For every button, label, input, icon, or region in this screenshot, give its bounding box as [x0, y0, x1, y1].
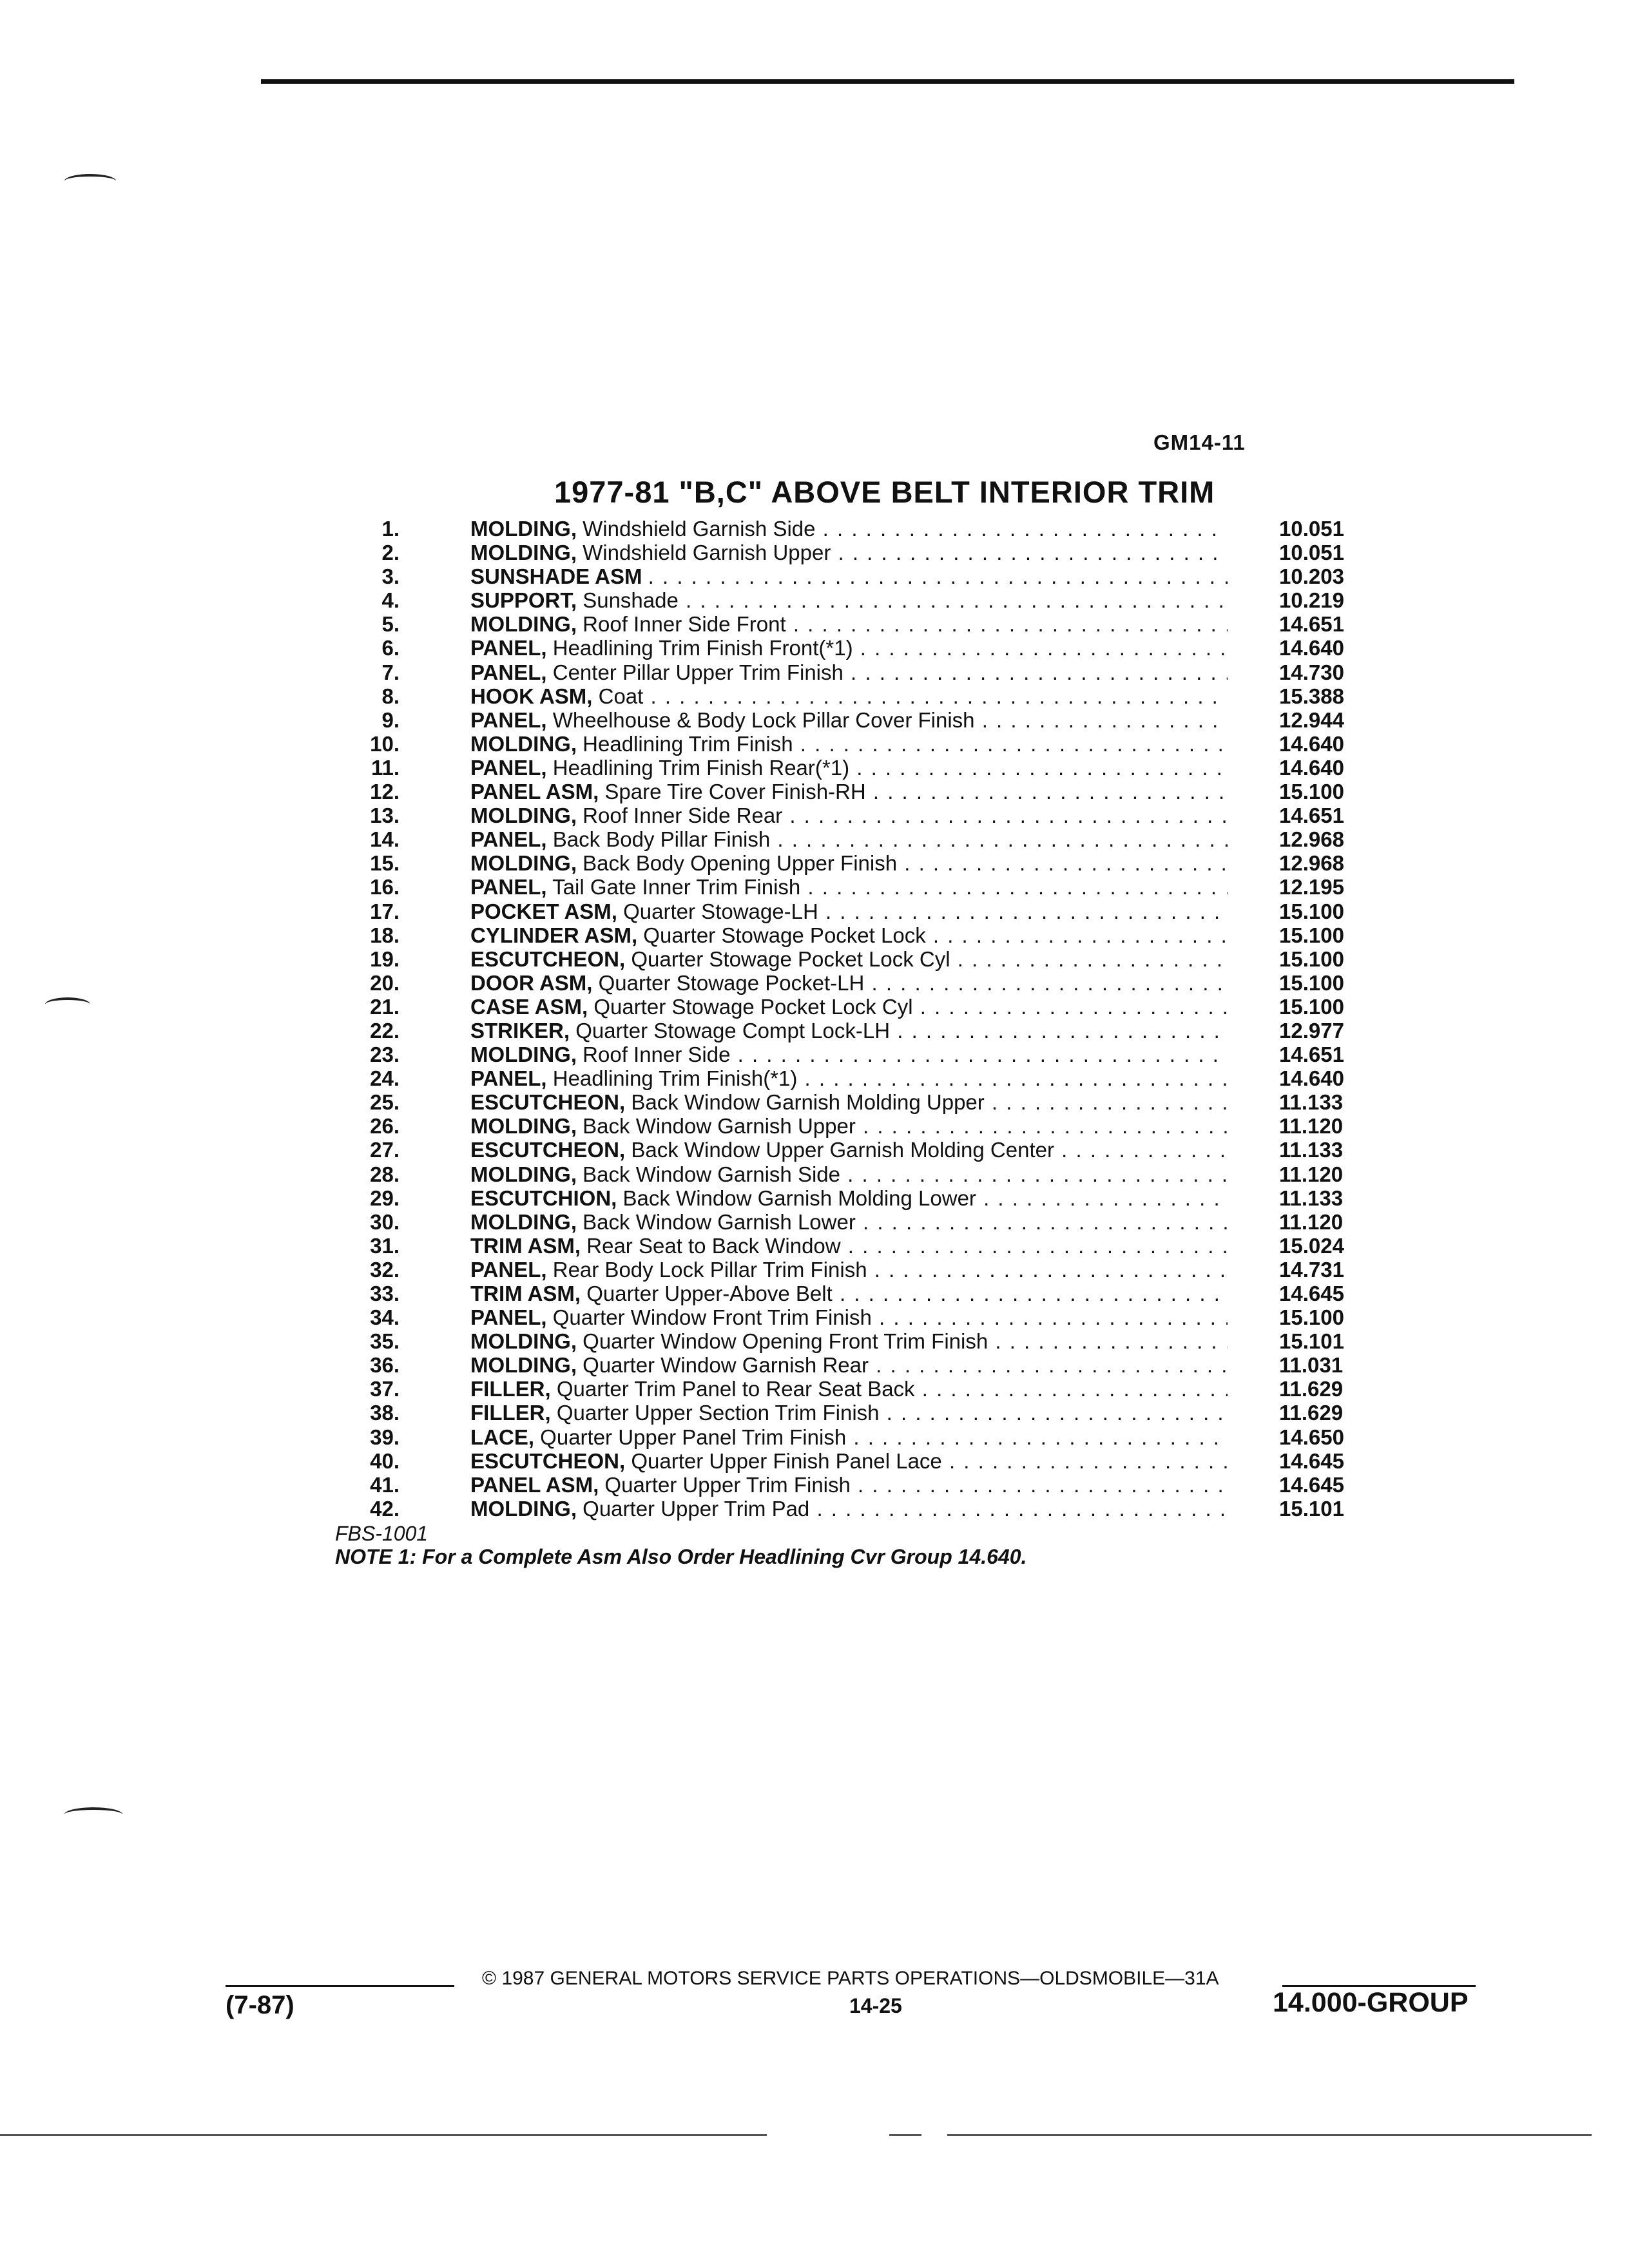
part-number: 36.: [370, 1353, 400, 1378]
part-number: 7.: [381, 660, 400, 684]
part-keyword: MOLDING,: [470, 1496, 577, 1521]
part-description: [470, 947, 1228, 971]
part-row: [335, 1043, 1379, 1066]
part-detail: Rear Body Lock Pillar Trim Finish . . .: [553, 1258, 1228, 1282]
group-number: 11.120: [1279, 1162, 1344, 1186]
part-row: [335, 899, 1379, 923]
part-row: [335, 851, 1379, 875]
part-number: 16.: [370, 875, 400, 899]
part-number: 2.: [381, 541, 400, 565]
part-number: 37.: [370, 1377, 400, 1401]
scan-mark: [64, 1807, 122, 1821]
part-number: 5.: [381, 612, 400, 637]
footer-rule-left: [226, 1985, 454, 1987]
part-detail: Back Window Garnish Lower . . .: [583, 1210, 1228, 1234]
part-description: [470, 1258, 1228, 1282]
part-row: [335, 517, 1379, 541]
part-row: [335, 588, 1379, 612]
part-description: [470, 1329, 1228, 1353]
part-keyword: ESCUTCHEON,: [470, 1138, 626, 1162]
part-description: [470, 851, 1228, 875]
part-detail: Tail Gate Inner Trim Finish . . .: [552, 875, 1228, 899]
part-description: [470, 899, 1228, 923]
part-row: [335, 780, 1379, 803]
part-row: [335, 1401, 1379, 1425]
part-keyword: TRIM ASM,: [470, 1233, 581, 1258]
part-keyword: HOOK ASM,: [470, 684, 593, 708]
part-number: 22.: [370, 1018, 400, 1043]
part-row: [335, 1353, 1379, 1377]
part-description: [470, 827, 1228, 851]
part-description: [470, 541, 1228, 564]
part-detail: Quarter Stowage Pocket Lock Cyl . . .: [631, 947, 1228, 971]
part-keyword: ESCUTCHEON,: [470, 1448, 626, 1473]
group-number: 14.645: [1279, 1448, 1344, 1473]
part-description: [470, 1043, 1228, 1066]
part-number: 35.: [370, 1329, 400, 1354]
part-number: 20.: [370, 970, 400, 995]
part-detail: Headlining Trim Finish Rear(*1) . . .: [553, 756, 1228, 780]
part-row: [335, 1329, 1379, 1353]
part-detail: Quarter Window Garnish Rear . . .: [583, 1353, 1228, 1377]
part-description: [470, 684, 1228, 708]
part-row: [335, 1234, 1379, 1258]
part-row: [335, 636, 1379, 660]
part-keyword: MOLDING,: [470, 612, 577, 637]
part-row: [335, 803, 1379, 827]
part-description: [470, 803, 1228, 827]
part-detail: Rear Seat to Back Window . . .: [586, 1234, 1228, 1258]
part-row: [335, 541, 1379, 564]
scan-mark: [45, 997, 90, 1012]
part-row: [335, 1473, 1379, 1497]
group-number: 15.024: [1279, 1233, 1344, 1258]
group-number: 14.650: [1279, 1425, 1344, 1449]
scan-mark: [64, 174, 116, 188]
parts-list: [335, 517, 1379, 1521]
part-description: [470, 780, 1228, 803]
part-number: 31.: [370, 1233, 400, 1258]
part-detail: Coat . . .: [599, 684, 1228, 708]
note-1: NOTE 1: For a Complete Asm Also Order Headlining Cvr Group 14.640.: [335, 1545, 1027, 1568]
part-keyword: CASE ASM,: [470, 994, 588, 1019]
group-number: 14.640: [1279, 755, 1344, 780]
part-number: 15.: [370, 851, 400, 876]
part-keyword: MOLDING,: [470, 1162, 577, 1186]
part-number: 19.: [370, 947, 400, 971]
group-number: 15.100: [1279, 947, 1344, 971]
part-number: 28.: [370, 1162, 400, 1186]
part-number: 32.: [370, 1257, 400, 1282]
part-detail: Center Pillar Upper Trim Finish . . .: [553, 660, 1228, 684]
part-description: [470, 1138, 1228, 1162]
group-number: 15.100: [1279, 780, 1344, 804]
part-description: [470, 1114, 1228, 1138]
part-number: 9.: [381, 707, 400, 732]
part-number: 17.: [370, 899, 400, 923]
part-row: [335, 1425, 1379, 1449]
part-description: [470, 1353, 1228, 1377]
group-number: 11.120: [1279, 1209, 1344, 1234]
part-keyword: MOLDING,: [470, 1353, 577, 1378]
part-description: [470, 564, 1228, 588]
part-row: [335, 923, 1379, 947]
part-detail: Back Window Garnish Molding Lower . . .: [623, 1186, 1228, 1210]
part-row: [335, 1019, 1379, 1043]
group-number: 14.640: [1279, 636, 1344, 660]
group-number: 10.219: [1279, 588, 1344, 613]
group-number: 15.101: [1279, 1329, 1344, 1354]
group-number: 14.640: [1279, 731, 1344, 756]
group-number: 12.968: [1279, 827, 1344, 852]
part-detail: Sunshade . . .: [583, 588, 1228, 612]
part-description: [470, 1019, 1228, 1043]
bottom-rule: [947, 2134, 1592, 2136]
part-detail: Back Window Garnish Molding Upper . . .: [631, 1090, 1228, 1114]
part-detail: Quarter Stowage Pocket Lock . . .: [643, 923, 1228, 947]
part-detail: Roof Inner Side Front . . .: [583, 612, 1228, 636]
group-number: 11.133: [1279, 1138, 1344, 1162]
part-row: [335, 564, 1379, 588]
part-keyword: PANEL,: [470, 1305, 547, 1330]
group-number: 10.051: [1279, 541, 1344, 565]
part-keyword: MOLDING,: [470, 731, 577, 756]
part-keyword: MOLDING,: [470, 1209, 577, 1234]
part-number: 40.: [370, 1448, 400, 1473]
part-detail: Quarter Stowage Pocket-LH . . .: [599, 971, 1228, 995]
part-number: 12.: [370, 780, 400, 804]
part-keyword: MOLDING,: [470, 541, 577, 565]
part-detail: Roof Inner Side . . .: [583, 1043, 1228, 1066]
group-number: 14.731: [1279, 1257, 1344, 1282]
group-number: 12.195: [1279, 875, 1344, 899]
part-keyword: MOLDING,: [470, 1329, 577, 1354]
part-description: [470, 971, 1228, 995]
part-keyword: PANEL,: [470, 660, 547, 684]
part-row: [335, 1066, 1379, 1090]
part-detail: Quarter Upper Finish Panel Lace . . .: [631, 1449, 1228, 1473]
copyright: © 1987 GENERAL MOTORS SERVICE PARTS OPERATIONS—OLDSMOBILE—31A: [482, 1968, 1219, 1989]
part-row: [335, 1449, 1379, 1473]
group-number: 15.100: [1279, 1305, 1344, 1330]
part-row: [335, 1138, 1379, 1162]
part-number: 18.: [370, 923, 400, 947]
part-row: [335, 756, 1379, 780]
group-number: 14.730: [1279, 660, 1344, 684]
part-keyword: PANEL ASM,: [470, 780, 599, 804]
part-row: [335, 612, 1379, 636]
group-number: 15.100: [1279, 899, 1344, 923]
part-description: [470, 923, 1228, 947]
part-number: 21.: [370, 994, 400, 1019]
part-number: 34.: [370, 1305, 400, 1330]
part-detail: Headlining Trim Finish(*1) . . .: [553, 1066, 1228, 1090]
part-description: [470, 1377, 1228, 1401]
part-keyword: PANEL,: [470, 1066, 547, 1091]
part-keyword: ESCUTCHION,: [470, 1186, 617, 1210]
part-detail: Quarter Upper Trim Finish . . .: [604, 1473, 1228, 1497]
part-detail: Back Window Garnish Upper . . .: [583, 1114, 1228, 1138]
part-detail: Windshield Garnish Side . . .: [583, 517, 1228, 541]
part-keyword: PANEL,: [470, 636, 547, 660]
group-code: 14.000-GROUP: [1273, 1987, 1469, 2018]
group-number: 15.388: [1279, 684, 1344, 708]
part-keyword: MOLDING,: [470, 1114, 577, 1139]
part-detail: Back Window Garnish Side . . .: [583, 1162, 1228, 1186]
page-code: GM14-11: [1153, 430, 1246, 454]
part-keyword: PANEL,: [470, 875, 547, 899]
part-detail: Quarter Upper Panel Trim Finish . . .: [540, 1425, 1228, 1449]
part-description: [470, 1305, 1228, 1329]
group-number: 12.968: [1279, 851, 1344, 876]
part-description: [470, 517, 1228, 541]
part-row: [335, 1090, 1379, 1114]
part-keyword: PANEL ASM,: [470, 1472, 599, 1497]
part-number: 10.: [370, 731, 400, 756]
part-number: 4.: [381, 588, 400, 613]
part-detail: Spare Tire Cover Finish-RH . . .: [604, 780, 1228, 803]
group-number: 11.629: [1279, 1377, 1344, 1401]
part-description: [470, 1497, 1228, 1521]
part-number: 24.: [370, 1066, 400, 1091]
part-keyword: SUPPORT,: [470, 588, 577, 613]
part-detail: Back Body Opening Upper Finish . . .: [583, 851, 1228, 875]
part-description: [470, 1473, 1228, 1497]
part-number: 6.: [381, 636, 400, 660]
part-keyword: ESCUTCHEON,: [470, 947, 626, 971]
part-number: 14.: [370, 827, 400, 852]
part-detail: Quarter Window Opening Front Trim Finish . . .: [583, 1329, 1228, 1353]
part-detail: Back Window Upper Garnish Molding Center . . .: [631, 1138, 1228, 1162]
part-description: [470, 612, 1228, 636]
part-row: [335, 995, 1379, 1019]
top-rule: [261, 79, 1514, 84]
part-row: [335, 827, 1379, 851]
part-number: 11.: [371, 755, 400, 780]
part-row: [335, 708, 1379, 732]
part-detail: Quarter Upper-Above Belt . . .: [586, 1282, 1228, 1305]
part-description: [470, 1234, 1228, 1258]
part-number: 25.: [370, 1090, 400, 1115]
part-detail: Quarter Upper Trim Pad . . .: [583, 1497, 1228, 1521]
group-number: 14.640: [1279, 1066, 1344, 1091]
part-row: [335, 1497, 1379, 1521]
part-row: [335, 660, 1379, 684]
group-number: 12.977: [1279, 1018, 1344, 1043]
part-row: [335, 732, 1379, 756]
part-description: [470, 1186, 1228, 1210]
group-number: 14.651: [1279, 803, 1344, 828]
group-number: 10.051: [1279, 517, 1344, 541]
part-keyword: ESCUTCHEON,: [470, 1090, 626, 1115]
fbs-code: FBS-1001: [335, 1522, 429, 1545]
part-row: [335, 1186, 1379, 1210]
group-number: 14.645: [1279, 1472, 1344, 1497]
group-number: 14.645: [1279, 1282, 1344, 1305]
part-description: [470, 1282, 1228, 1305]
part-keyword: LACE,: [470, 1425, 534, 1449]
group-number: 15.100: [1279, 994, 1344, 1019]
part-number: 29.: [370, 1186, 400, 1210]
part-number: 30.: [370, 1209, 400, 1234]
part-description: [470, 1162, 1228, 1186]
part-detail: Quarter Trim Panel to Rear Seat Back . . .: [557, 1377, 1228, 1401]
part-description: [470, 660, 1228, 684]
part-detail: Wheelhouse & Body Lock Pillar Cover Finish . . .: [553, 708, 1228, 732]
part-row: [335, 1258, 1379, 1282]
part-keyword: CYLINDER ASM,: [470, 923, 638, 947]
group-number: 11.133: [1279, 1090, 1344, 1115]
part-detail: Roof Inner Side Rear . . .: [583, 803, 1228, 827]
part-keyword: DOOR ASM,: [470, 970, 593, 995]
page-number: 14-25: [849, 1994, 902, 2017]
part-description: [470, 756, 1228, 780]
part-row: [335, 684, 1379, 708]
group-number: 10.203: [1279, 564, 1344, 589]
part-keyword: STRIKER,: [470, 1018, 570, 1043]
page-title: 1977-81 "B,C" ABOVE BELT INTERIOR TRIM: [554, 475, 1215, 509]
part-description: [470, 588, 1228, 612]
part-detail: Quarter Window Front Trim Finish . . .: [553, 1305, 1228, 1329]
part-number: 26.: [370, 1114, 400, 1139]
part-detail: Windshield Garnish Upper . . .: [583, 541, 1228, 564]
part-description: [470, 1401, 1228, 1425]
part-keyword: MOLDING,: [470, 851, 577, 876]
part-description: [470, 1210, 1228, 1234]
group-number: 15.101: [1279, 1496, 1344, 1521]
part-keyword: MOLDING,: [470, 803, 577, 828]
part-number: 41.: [370, 1472, 400, 1497]
part-detail: Headlining Trim Finish . . .: [583, 732, 1228, 756]
part-keyword: MOLDING,: [470, 1043, 577, 1067]
group-number: 11.031: [1279, 1353, 1344, 1378]
group-number: 11.133: [1279, 1186, 1344, 1210]
part-row: [335, 1210, 1379, 1234]
part-keyword: PANEL,: [470, 827, 547, 852]
part-description: [470, 1066, 1228, 1090]
group-number: 14.651: [1279, 1043, 1344, 1067]
part-row: [335, 947, 1379, 971]
part-description: [470, 1425, 1228, 1449]
part-description: [470, 708, 1228, 732]
part-keyword: FILLER,: [470, 1377, 551, 1401]
part-number: 23.: [370, 1043, 400, 1067]
part-description: [470, 732, 1228, 756]
part-description: [470, 995, 1228, 1019]
part-row: [335, 1377, 1379, 1401]
part-detail: Quarter Stowage-LH . . .: [623, 899, 1228, 923]
part-keyword: FILLER,: [470, 1401, 551, 1425]
group-number: 12.944: [1279, 707, 1344, 732]
group-number: 15.100: [1279, 970, 1344, 995]
part-row: [335, 1282, 1379, 1305]
part-keyword: MOLDING,: [470, 517, 577, 541]
part-row: [335, 1162, 1379, 1186]
group-number: 11.120: [1279, 1114, 1344, 1139]
part-number: 38.: [370, 1401, 400, 1425]
part-row: [335, 971, 1379, 995]
part-keyword: PANEL,: [470, 755, 547, 780]
part-number: 42.: [370, 1496, 400, 1521]
part-description: [470, 875, 1228, 899]
part-keyword: PANEL,: [470, 707, 547, 732]
bottom-rule: [889, 2134, 921, 2136]
group-number: 11.629: [1279, 1401, 1344, 1425]
part-keyword: TRIM ASM,: [470, 1282, 581, 1305]
part-keyword: POCKET ASM,: [470, 899, 617, 923]
part-number: 27.: [370, 1138, 400, 1162]
part-detail: Quarter Stowage Compt Lock-LH . . .: [575, 1019, 1228, 1043]
part-number: 13.: [370, 803, 400, 828]
part-number: 8.: [381, 684, 400, 708]
part-detail: Quarter Upper Section Trim Finish . . .: [557, 1401, 1228, 1425]
group-number: 15.100: [1279, 923, 1344, 947]
part-keyword: SUNSHADE ASM: [470, 564, 642, 589]
date-code: (7-87): [226, 1991, 294, 2019]
part-detail: [648, 564, 1228, 588]
part-number: 33.: [370, 1282, 400, 1305]
bottom-rule: [0, 2134, 767, 2136]
part-detail: Headlining Trim Finish Front(*1) . . .: [553, 636, 1228, 660]
group-number: 14.651: [1279, 612, 1344, 637]
part-detail: Back Body Pillar Finish . . .: [553, 827, 1228, 851]
part-row: [335, 875, 1379, 899]
part-description: [470, 1090, 1228, 1114]
part-row: [335, 1305, 1379, 1329]
part-keyword: PANEL,: [470, 1257, 547, 1282]
part-number: 1.: [381, 517, 400, 541]
part-detail: Quarter Stowage Pocket Lock Cyl . . .: [593, 995, 1228, 1019]
part-description: [470, 636, 1228, 660]
part-number: 3.: [381, 564, 400, 589]
part-description: [470, 1449, 1228, 1473]
part-row: [335, 1114, 1379, 1138]
part-number: 39.: [370, 1425, 400, 1449]
